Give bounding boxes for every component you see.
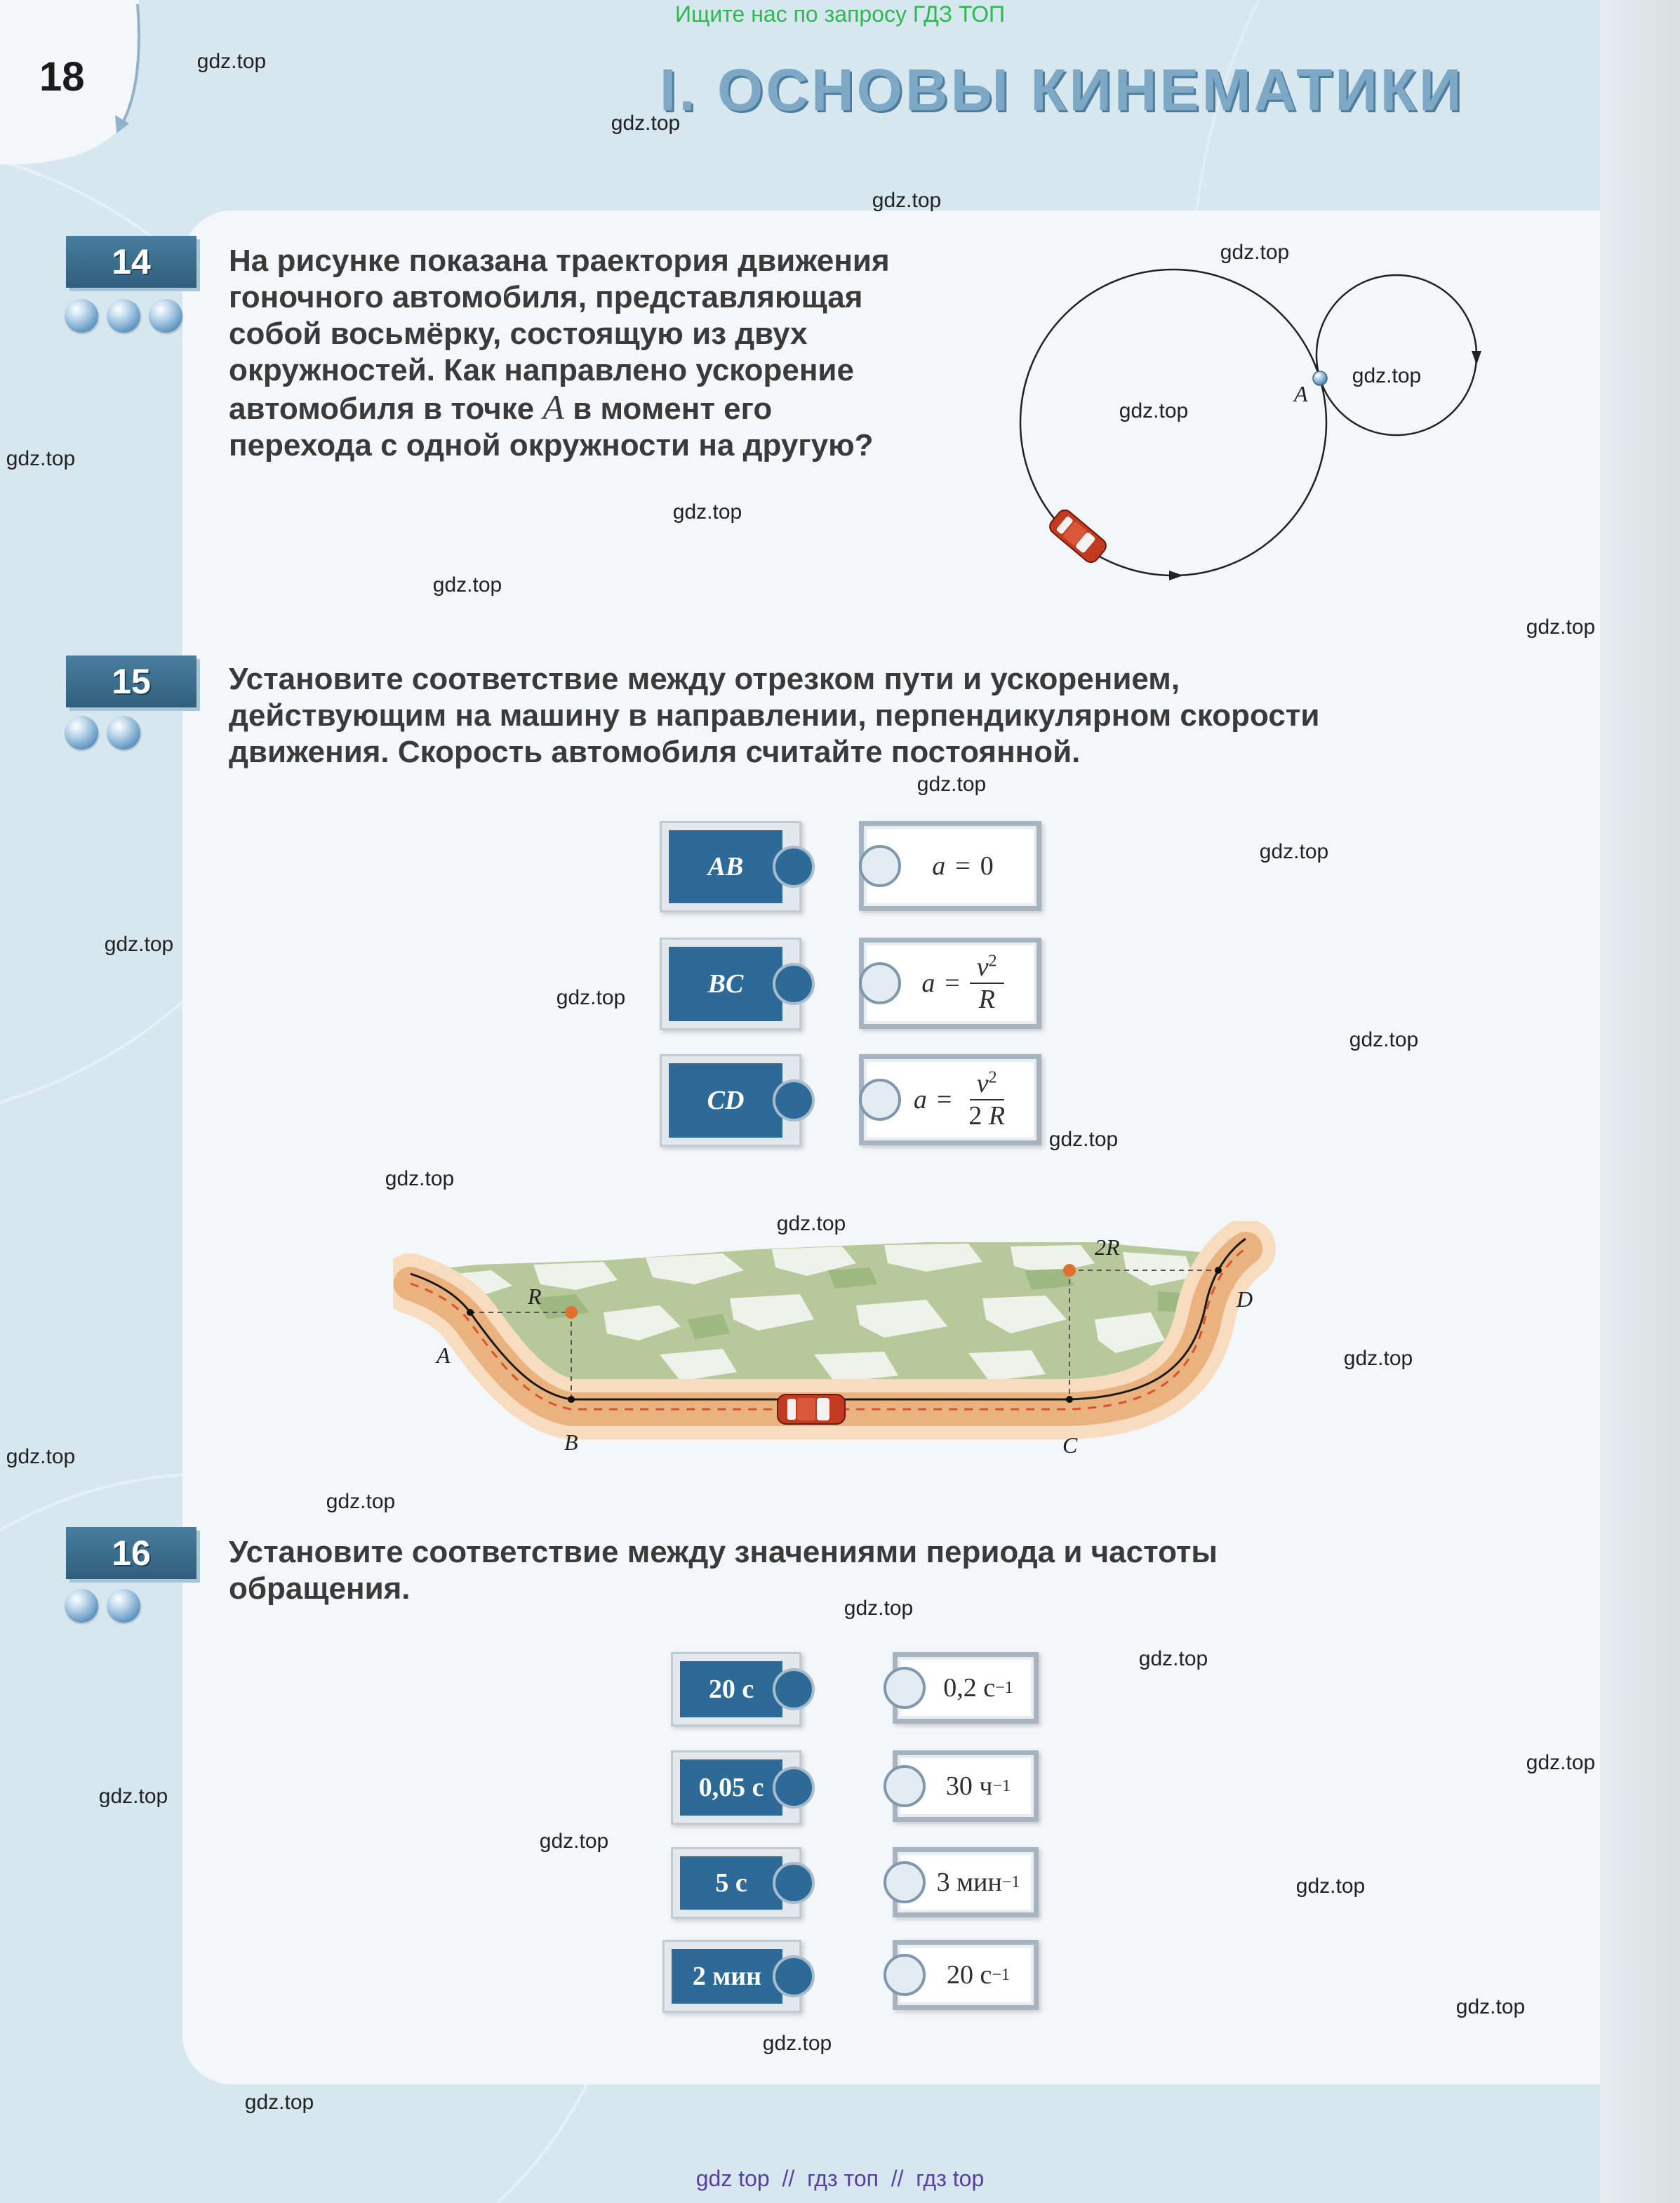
- segment-card: [660, 938, 801, 1030]
- text-line: собой восьмёрку, состоящую из двух: [229, 317, 808, 351]
- watermark: gdz.top: [196, 50, 267, 73]
- period-label: 2 мин: [672, 1949, 782, 2004]
- fraction-numerator: [970, 952, 1004, 984]
- problem-number: 15: [112, 662, 151, 701]
- period-label: 0,05 с: [680, 1759, 782, 1816]
- formula-lhs: a: [921, 969, 935, 998]
- label-c: C: [1062, 1432, 1078, 1458]
- watermark: gdz.top: [776, 1212, 846, 1235]
- small-circle: [1316, 275, 1476, 435]
- connector-dot: [859, 1079, 901, 1121]
- watermark: gdz.top: [872, 189, 942, 212]
- text-line: действующим на машину в направлении, перпендикулярном скорости: [229, 698, 1320, 733]
- point-a-marker: [467, 1309, 474, 1316]
- formula-equals: =: [945, 969, 960, 998]
- watermark: gdz.top: [611, 112, 681, 135]
- race-car-icon: [1047, 507, 1109, 565]
- difficulty-dot: [107, 299, 140, 333]
- segment-card: [660, 821, 801, 912]
- problem-number: 14: [112, 242, 151, 281]
- segment-label: CD: [669, 1063, 782, 1138]
- formula-equals: =: [936, 1085, 952, 1114]
- denominator-coefficient: 2: [968, 1101, 989, 1131]
- connector-dot: [884, 1765, 926, 1807]
- watermark: gdz.top: [326, 1490, 396, 1513]
- label-double-radius: 2R: [1095, 1234, 1120, 1260]
- watermark: gdz.top: [432, 573, 502, 597]
- formula-fraction: [961, 1068, 1012, 1131]
- fraction-denominator: [972, 984, 1002, 1015]
- text-line: Установите соответствие между значениями периода и частоты: [229, 1535, 1218, 1569]
- frequency-value: 20 с: [947, 1960, 992, 1990]
- difficulty-dot: [65, 1589, 98, 1623]
- exponent: 2: [988, 1068, 997, 1087]
- watermark: gdz.top: [1220, 241, 1290, 264]
- problem-14-badge: [66, 236, 196, 288]
- text-line: движения. Скорость автомобиля считайте постоянной.: [229, 735, 1081, 769]
- connector-dot: [884, 1667, 926, 1709]
- text-fragment: в момент его: [564, 392, 773, 426]
- watermark: gdz.top: [6, 1445, 76, 1468]
- point-a-marker: [1313, 371, 1327, 385]
- difficulty-dot: [65, 716, 98, 750]
- watermark: gdz.top: [1352, 364, 1422, 387]
- watermark: gdz.top: [1259, 840, 1329, 863]
- watermark: gdz.top: [385, 1167, 455, 1190]
- text-line: [229, 389, 890, 427]
- frequency-card: 20 с −1: [893, 1940, 1039, 2010]
- watermark: gdz.top: [762, 2032, 832, 2055]
- watermark: gdz.top: [1119, 399, 1189, 422]
- formula-equals: =: [955, 851, 971, 881]
- period-label: 5 с: [680, 1856, 782, 1910]
- segment-label: AB: [669, 830, 782, 903]
- point-c-marker: [1066, 1396, 1073, 1403]
- acceleration-card: [859, 1054, 1041, 1145]
- radius-symbol: R: [978, 985, 995, 1014]
- acceleration-card: [859, 938, 1041, 1029]
- text-line: На рисунке показана траектория движения: [229, 244, 890, 278]
- connector-dot: [884, 1861, 926, 1903]
- frequency-card: 3 мин −1: [893, 1847, 1039, 1917]
- point-variable: A: [542, 387, 564, 427]
- watermark: gdz.top: [1343, 1347, 1413, 1370]
- connector-dot: [884, 1954, 926, 1996]
- watermark: gdz.top: [98, 1785, 168, 1808]
- watermark: gdz.top: [1455, 1995, 1526, 2018]
- watermark: gdz.top: [1295, 1875, 1366, 1898]
- text-line: гоночного автомобиля, представляющая: [229, 280, 863, 314]
- point-b-marker: [568, 1396, 575, 1403]
- difficulty-dot: [65, 299, 98, 333]
- connector-dot: [773, 1079, 815, 1122]
- frequency-card: 0,2 с −1: [893, 1652, 1039, 1724]
- connector-dot: [773, 1955, 815, 1997]
- problem-number: 16: [112, 1533, 151, 1573]
- text-line: перехода с одной окружности на другую?: [229, 428, 874, 462]
- text-line: окружностей. Как направлено ускорение: [229, 353, 854, 387]
- chapter-title: I. ОСНОВЫ КИНЕМАТИКИ: [660, 57, 1465, 123]
- fraction-numerator: [970, 1068, 1004, 1100]
- period-card: [671, 1750, 801, 1825]
- frequency-value: 0,2 с: [943, 1673, 996, 1703]
- connector-dot: [773, 1766, 815, 1809]
- text-line: обращения.: [229, 1571, 411, 1606]
- watermark: gdz.top: [104, 933, 174, 956]
- search-hint-banner: Ищите нас по запросу ГДЗ ТОП: [675, 1, 1005, 27]
- road-diagram: [393, 1221, 1277, 1474]
- segment-card: [660, 1054, 801, 1147]
- footer-links: gdz top // гдз топ // гдз top: [695, 2166, 985, 2191]
- watermark: gdz.top: [844, 1597, 914, 1620]
- watermark: gdz.top: [1138, 1647, 1208, 1670]
- page-edge-strip: [1600, 0, 1680, 2203]
- connector-dot: [773, 846, 815, 888]
- segment-label: BC: [669, 947, 782, 1021]
- watermark: gdz.top: [539, 1830, 609, 1853]
- race-car-icon: [778, 1395, 845, 1424]
- problem-14-text: [229, 243, 890, 464]
- period-card: [671, 1652, 801, 1726]
- figure-eight-trajectory: [996, 253, 1488, 590]
- connector-dot: [859, 845, 901, 887]
- watermark: gdz.top: [672, 500, 742, 524]
- frequency-value: 30 ч: [945, 1771, 993, 1801]
- radius-symbol: R: [988, 1101, 1006, 1131]
- page-number: 18: [39, 54, 85, 100]
- problem-16-badge: [66, 1527, 196, 1579]
- difficulty-dot: [149, 299, 182, 333]
- label-b: B: [564, 1430, 578, 1455]
- point-d-marker: [1215, 1267, 1222, 1274]
- watermark: gdz.top: [1048, 1128, 1119, 1151]
- problem-15-text: [229, 661, 1319, 771]
- fraction-denominator: [961, 1100, 1012, 1131]
- connector-dot: [773, 1862, 815, 1904]
- difficulty-dot: [107, 1589, 140, 1623]
- formula-fraction: [970, 952, 1004, 1015]
- watermark: gdz.top: [1349, 1028, 1419, 1051]
- point-a-label: A: [1294, 381, 1308, 406]
- text-line: Установите соответствие между отрезком пути и ускорением,: [229, 662, 1180, 696]
- problem-15-badge: [66, 655, 196, 707]
- watermark: gdz.top: [1526, 1751, 1596, 1774]
- period-card: [671, 1847, 801, 1919]
- curve-center-marker: [565, 1306, 578, 1319]
- direction-arrow-icon: [1169, 571, 1183, 580]
- difficulty-dot: [107, 716, 140, 750]
- direction-arrow-icon: [1472, 351, 1481, 365]
- label-radius: R: [528, 1284, 542, 1309]
- text-fragment: автомобиля в точке: [229, 392, 543, 426]
- velocity-symbol: v: [976, 952, 989, 982]
- curve-center-marker: [1063, 1264, 1076, 1277]
- period-label: 20 с: [680, 1661, 782, 1717]
- page-number-corner: [0, 0, 182, 182]
- formula-value: 0: [980, 851, 994, 881]
- watermark: gdz.top: [6, 447, 76, 470]
- watermark: gdz.top: [556, 986, 626, 1009]
- watermark: gdz.top: [1526, 615, 1596, 639]
- connector-dot: [773, 963, 815, 1005]
- watermark: gdz.top: [916, 773, 987, 796]
- watermark: gdz.top: [244, 2091, 314, 2114]
- frequency-card: 30 ч −1: [893, 1750, 1039, 1822]
- formula-lhs: a: [932, 851, 946, 881]
- problem-16-text: [229, 1534, 1218, 1607]
- velocity-symbol: v: [976, 1069, 989, 1098]
- connector-dot: [859, 962, 901, 1004]
- label-d: D: [1236, 1286, 1253, 1312]
- exponent: 2: [988, 952, 997, 971]
- label-a: A: [436, 1343, 451, 1368]
- acceleration-card: [859, 821, 1041, 911]
- connector-dot: [773, 1668, 815, 1710]
- formula-lhs: a: [913, 1085, 927, 1114]
- frequency-value: 3 мин: [936, 1868, 1002, 1897]
- period-card: [662, 1940, 801, 2013]
